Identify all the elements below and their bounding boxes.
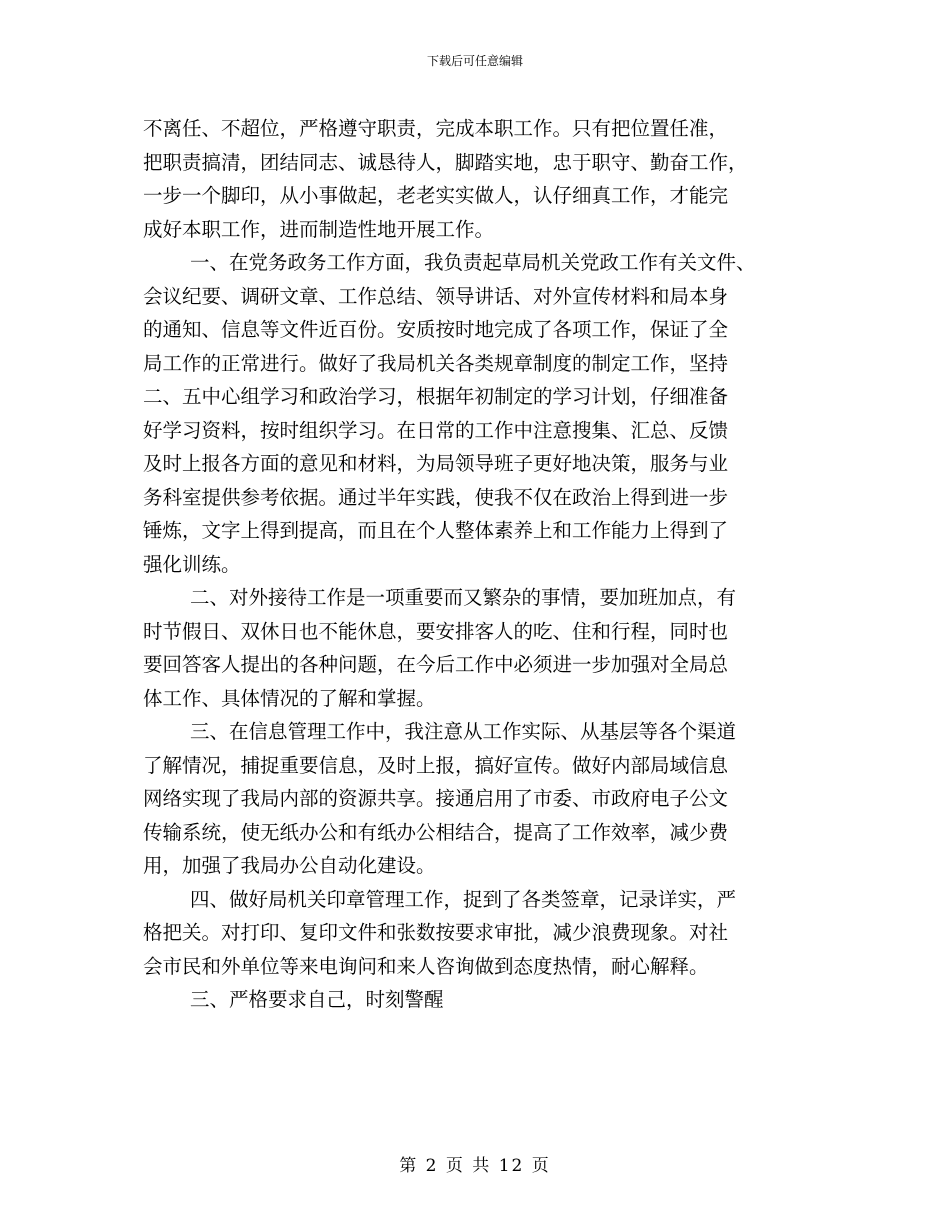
document-body xyxy=(143,112,809,1017)
text-line: 时节假日、双休日也不能休息，要安排客人的吃、住和行程，同时也 xyxy=(143,619,729,643)
text-line: 要回答客人提出的各种问题，在今后工作中必须进一步加强对全局总 xyxy=(143,653,729,676)
text-line: 把职责搞清，团结同志、诚恳待人，脚踏实地，忠于职守、勤奋工作， xyxy=(143,150,748,174)
text-line: 会议纪要、调研文章、工作总结、领导讲话、对外宣传材料和局本身 xyxy=(143,284,729,308)
paragraph-start-line: 一、在党务政务工作方面，我负责起草局机关党政工作有关文件、 xyxy=(190,251,756,274)
text-line: 不离任、不超位，严格遵守职责，完成本职工作。只有把位置任准， xyxy=(143,117,729,140)
page-footer: 第 2 页 共 12 页 xyxy=(399,1156,551,1176)
paragraph-start-line: 三、在信息管理工作中，我注意从工作实际、从基层等各个渠道 xyxy=(190,720,737,743)
text-line: 了解情况，捕捉重要信息，及时上报，搞好宣传。做好内部局域信息 xyxy=(143,753,729,777)
text-line: 局工作的正常进行。做好了我局机关各类规章制度的制定工作，坚持 xyxy=(143,351,729,375)
section-heading-line: 三、严格要求自己，时刻警醒 xyxy=(190,988,444,1011)
text-line: 及时上报各方面的意见和材料，为局领导班子更好地决策，服务与业 xyxy=(143,452,729,475)
text-line: 网络实现了我局内部的资源共享。接通启用了市委、市政府电子公文 xyxy=(143,787,729,810)
text-line: 二、五中心组学习和政治学习，根据年初制定的学习计划，仔细准备 xyxy=(143,385,729,408)
text-line: 传输系统，使无纸办公和有纸办公相结合，提高了工作效率，减少费 xyxy=(143,820,729,844)
text-line: 一步一个脚印，从小事做起，老老实实做人，认仔细真工作，才能完 xyxy=(143,184,729,207)
text-line: 强化训练。 xyxy=(143,552,241,576)
text-line: 成好本职工作，进而制造性地开展工作。 xyxy=(143,217,495,241)
text-line: 好学习资料，按时组织学习。在日常的工作中注意搜集、汇总、反馈 xyxy=(143,418,729,442)
text-line: 的通知、信息等文件近百份。安质按时地完成了各项工作，保证了全 xyxy=(143,318,729,341)
text-line: 格把关。对打印、复印文件和张数按要求审批，减少浪费现象。对社 xyxy=(143,921,729,944)
text-line: 会市民和外单位等来电询问和来人咨询做到态度热情，耐心解释。 xyxy=(143,954,709,978)
paragraph-start-line: 四、做好局机关印章管理工作，捉到了各类签章，记录详实，严 xyxy=(190,887,737,911)
page-header: 下载后可任意编辑 xyxy=(426,54,523,68)
text-line: 用，加强了我局办公自动化建设。 xyxy=(143,854,436,877)
paragraph-start-line: 二、对外接待工作是一项重要而又繁杂的事情，要加班加点，有 xyxy=(190,586,737,609)
text-line: 务科室提供参考依据。通过半年实践，使我不仅在政治上得到进一步 xyxy=(143,485,729,509)
text-line: 锤炼，文字上得到提高，而且在个人整体素养上和工作能力上得到了 xyxy=(143,519,729,542)
text-line: 体工作、具体情况的了解和掌握。 xyxy=(143,686,436,710)
